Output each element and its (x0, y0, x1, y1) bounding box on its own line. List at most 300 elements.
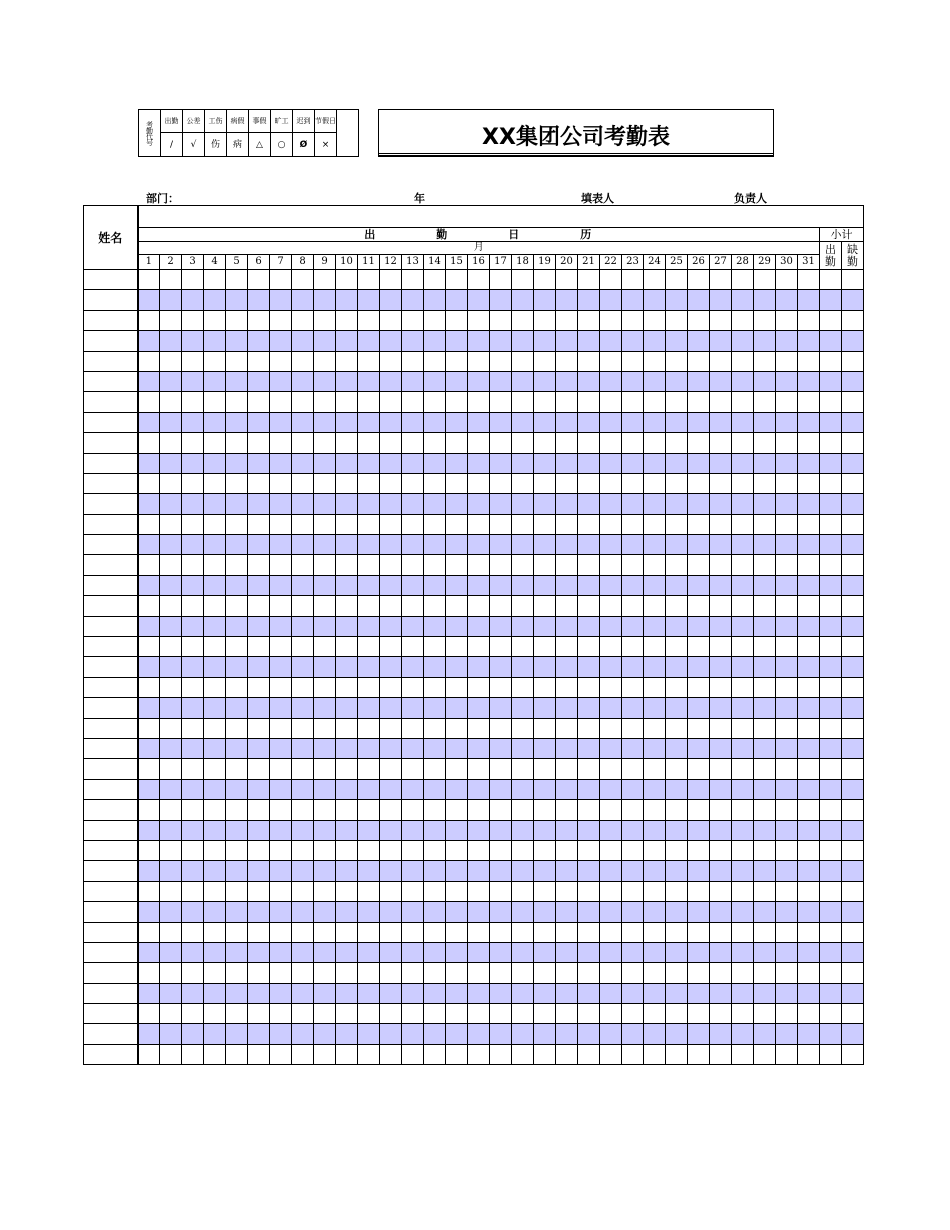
day-cell[interactable] (182, 902, 204, 922)
employee-name-cell[interactable] (84, 820, 138, 840)
day-cell[interactable] (534, 616, 556, 636)
day-cell[interactable] (666, 1024, 688, 1044)
day-cell[interactable] (204, 738, 226, 758)
day-cell[interactable] (578, 473, 600, 493)
day-cell[interactable] (248, 983, 270, 1003)
day-cell[interactable] (402, 840, 424, 860)
day-cell[interactable] (358, 412, 380, 432)
day-cell[interactable] (666, 494, 688, 514)
absent-total-cell[interactable] (842, 963, 864, 983)
day-cell[interactable] (600, 637, 622, 657)
day-cell[interactable] (314, 922, 336, 942)
day-cell[interactable] (732, 433, 754, 453)
present-total-cell[interactable] (820, 331, 842, 351)
day-cell[interactable] (314, 555, 336, 575)
day-cell[interactable] (314, 779, 336, 799)
day-cell[interactable] (160, 637, 182, 657)
day-cell[interactable] (622, 453, 644, 473)
day-cell[interactable] (182, 351, 204, 371)
day-cell[interactable] (534, 351, 556, 371)
day-cell[interactable] (644, 433, 666, 453)
day-cell[interactable] (424, 331, 446, 351)
day-cell[interactable] (512, 1024, 534, 1044)
day-cell[interactable] (226, 433, 248, 453)
day-cell[interactable] (204, 514, 226, 534)
day-cell[interactable] (600, 902, 622, 922)
day-cell[interactable] (138, 881, 160, 901)
day-cell[interactable] (600, 759, 622, 779)
day-cell[interactable] (248, 453, 270, 473)
day-cell[interactable] (666, 637, 688, 657)
day-cell[interactable] (138, 473, 160, 493)
day-cell[interactable] (732, 290, 754, 310)
day-cell[interactable] (182, 392, 204, 412)
day-cell[interactable] (644, 412, 666, 432)
day-cell[interactable] (512, 922, 534, 942)
day-cell[interactable] (402, 963, 424, 983)
day-cell[interactable] (732, 779, 754, 799)
day-cell[interactable] (314, 371, 336, 391)
day-cell[interactable] (534, 1024, 556, 1044)
day-cell[interactable] (754, 310, 776, 330)
day-cell[interactable] (622, 922, 644, 942)
day-cell[interactable] (600, 677, 622, 697)
present-total-cell[interactable] (820, 698, 842, 718)
day-cell[interactable] (666, 270, 688, 290)
day-cell[interactable] (468, 820, 490, 840)
day-cell[interactable] (248, 677, 270, 697)
day-cell[interactable] (204, 902, 226, 922)
day-cell[interactable] (688, 881, 710, 901)
day-cell[interactable] (402, 779, 424, 799)
day-cell[interactable] (512, 453, 534, 473)
day-cell[interactable] (490, 800, 512, 820)
day-cell[interactable] (446, 351, 468, 371)
day-cell[interactable] (622, 698, 644, 718)
day-cell[interactable] (336, 371, 358, 391)
day-cell[interactable] (292, 290, 314, 310)
day-cell[interactable] (512, 718, 534, 738)
day-cell[interactable] (204, 779, 226, 799)
day-cell[interactable] (314, 738, 336, 758)
day-cell[interactable] (314, 392, 336, 412)
day-cell[interactable] (798, 290, 820, 310)
day-cell[interactable] (424, 942, 446, 962)
day-cell[interactable] (402, 433, 424, 453)
day-cell[interactable] (182, 698, 204, 718)
day-cell[interactable] (468, 637, 490, 657)
day-cell[interactable] (666, 1004, 688, 1024)
day-cell[interactable] (534, 1004, 556, 1024)
day-cell[interactable] (380, 1004, 402, 1024)
day-cell[interactable] (600, 331, 622, 351)
day-cell[interactable] (468, 840, 490, 860)
day-cell[interactable] (160, 473, 182, 493)
day-cell[interactable] (314, 473, 336, 493)
day-cell[interactable] (798, 718, 820, 738)
day-cell[interactable] (424, 371, 446, 391)
day-cell[interactable] (424, 270, 446, 290)
day-cell[interactable] (446, 677, 468, 697)
day-cell[interactable] (732, 657, 754, 677)
day-cell[interactable] (644, 800, 666, 820)
day-cell[interactable] (182, 453, 204, 473)
day-cell[interactable] (710, 596, 732, 616)
day-cell[interactable] (446, 575, 468, 595)
day-cell[interactable] (358, 535, 380, 555)
day-cell[interactable] (424, 840, 446, 860)
day-cell[interactable] (732, 820, 754, 840)
day-cell[interactable] (534, 881, 556, 901)
day-cell[interactable] (358, 1024, 380, 1044)
present-total-cell[interactable] (820, 473, 842, 493)
day-cell[interactable] (358, 738, 380, 758)
day-cell[interactable] (776, 433, 798, 453)
day-cell[interactable] (336, 840, 358, 860)
day-cell[interactable] (182, 412, 204, 432)
day-cell[interactable] (468, 596, 490, 616)
day-cell[interactable] (732, 759, 754, 779)
day-cell[interactable] (336, 453, 358, 473)
day-cell[interactable] (578, 718, 600, 738)
day-cell[interactable] (556, 412, 578, 432)
day-cell[interactable] (248, 657, 270, 677)
day-cell[interactable] (468, 779, 490, 799)
day-cell[interactable] (556, 1044, 578, 1064)
absent-total-cell[interactable] (842, 575, 864, 595)
day-cell[interactable] (248, 738, 270, 758)
day-cell[interactable] (292, 453, 314, 473)
day-cell[interactable] (270, 392, 292, 412)
day-cell[interactable] (732, 881, 754, 901)
day-cell[interactable] (776, 331, 798, 351)
day-cell[interactable] (270, 310, 292, 330)
day-cell[interactable] (248, 351, 270, 371)
day-cell[interactable] (446, 820, 468, 840)
absent-total-cell[interactable] (842, 514, 864, 534)
day-cell[interactable] (160, 371, 182, 391)
day-cell[interactable] (468, 738, 490, 758)
day-cell[interactable] (402, 290, 424, 310)
day-cell[interactable] (292, 270, 314, 290)
day-cell[interactable] (380, 738, 402, 758)
day-cell[interactable] (644, 453, 666, 473)
employee-name-cell[interactable] (84, 637, 138, 657)
day-cell[interactable] (556, 963, 578, 983)
day-cell[interactable] (402, 820, 424, 840)
day-cell[interactable] (688, 1024, 710, 1044)
day-cell[interactable] (270, 861, 292, 881)
day-cell[interactable] (754, 392, 776, 412)
day-cell[interactable] (402, 1004, 424, 1024)
day-cell[interactable] (688, 371, 710, 391)
day-cell[interactable] (358, 270, 380, 290)
day-cell[interactable] (468, 453, 490, 473)
day-cell[interactable] (226, 1004, 248, 1024)
absent-total-cell[interactable] (842, 800, 864, 820)
day-cell[interactable] (644, 738, 666, 758)
day-cell[interactable] (380, 270, 402, 290)
day-cell[interactable] (358, 861, 380, 881)
day-cell[interactable] (666, 351, 688, 371)
day-cell[interactable] (248, 514, 270, 534)
day-cell[interactable] (468, 351, 490, 371)
day-cell[interactable] (424, 1024, 446, 1044)
day-cell[interactable] (798, 840, 820, 860)
day-cell[interactable] (732, 718, 754, 738)
absent-total-cell[interactable] (842, 535, 864, 555)
day-cell[interactable] (710, 433, 732, 453)
day-cell[interactable] (578, 1044, 600, 1064)
day-cell[interactable] (644, 922, 666, 942)
day-cell[interactable] (490, 392, 512, 412)
day-cell[interactable] (754, 942, 776, 962)
day-cell[interactable] (358, 779, 380, 799)
day-cell[interactable] (292, 698, 314, 718)
day-cell[interactable] (160, 514, 182, 534)
day-cell[interactable] (688, 718, 710, 738)
present-total-cell[interactable] (820, 535, 842, 555)
day-cell[interactable] (512, 392, 534, 412)
day-cell[interactable] (534, 412, 556, 432)
day-cell[interactable] (622, 738, 644, 758)
day-cell[interactable] (182, 310, 204, 330)
day-cell[interactable] (688, 473, 710, 493)
day-cell[interactable] (138, 861, 160, 881)
day-cell[interactable] (798, 1024, 820, 1044)
employee-name-cell[interactable] (84, 963, 138, 983)
day-cell[interactable] (402, 677, 424, 697)
day-cell[interactable] (446, 310, 468, 330)
day-cell[interactable] (644, 718, 666, 738)
day-cell[interactable] (138, 616, 160, 636)
day-cell[interactable] (776, 473, 798, 493)
day-cell[interactable] (402, 555, 424, 575)
day-cell[interactable] (754, 555, 776, 575)
day-cell[interactable] (556, 575, 578, 595)
day-cell[interactable] (248, 759, 270, 779)
day-cell[interactable] (182, 1024, 204, 1044)
day-cell[interactable] (204, 473, 226, 493)
day-cell[interactable] (204, 922, 226, 942)
day-cell[interactable] (468, 902, 490, 922)
day-cell[interactable] (270, 922, 292, 942)
day-cell[interactable] (710, 514, 732, 534)
day-cell[interactable] (424, 657, 446, 677)
day-cell[interactable] (270, 473, 292, 493)
day-cell[interactable] (226, 473, 248, 493)
employee-name-cell[interactable] (84, 902, 138, 922)
day-cell[interactable] (204, 840, 226, 860)
day-cell[interactable] (622, 310, 644, 330)
day-cell[interactable] (270, 351, 292, 371)
day-cell[interactable] (358, 616, 380, 636)
day-cell[interactable] (336, 433, 358, 453)
day-cell[interactable] (534, 983, 556, 1003)
day-cell[interactable] (732, 616, 754, 636)
day-cell[interactable] (358, 310, 380, 330)
day-cell[interactable] (424, 494, 446, 514)
day-cell[interactable] (358, 433, 380, 453)
day-cell[interactable] (600, 718, 622, 738)
present-total-cell[interactable] (820, 983, 842, 1003)
day-cell[interactable] (402, 983, 424, 1003)
day-cell[interactable] (204, 1044, 226, 1064)
day-cell[interactable] (248, 310, 270, 330)
day-cell[interactable] (666, 371, 688, 391)
day-cell[interactable] (292, 902, 314, 922)
day-cell[interactable] (160, 392, 182, 412)
day-cell[interactable] (622, 351, 644, 371)
day-cell[interactable] (754, 657, 776, 677)
day-cell[interactable] (270, 412, 292, 432)
employee-name-cell[interactable] (84, 779, 138, 799)
present-total-cell[interactable] (820, 881, 842, 901)
day-cell[interactable] (688, 433, 710, 453)
present-total-cell[interactable] (820, 922, 842, 942)
day-cell[interactable] (512, 433, 534, 453)
day-cell[interactable] (424, 902, 446, 922)
day-cell[interactable] (490, 290, 512, 310)
day-cell[interactable] (644, 555, 666, 575)
day-cell[interactable] (248, 575, 270, 595)
day-cell[interactable] (754, 1044, 776, 1064)
day-cell[interactable] (622, 820, 644, 840)
day-cell[interactable] (226, 922, 248, 942)
day-cell[interactable] (512, 738, 534, 758)
day-cell[interactable] (622, 616, 644, 636)
employee-name-cell[interactable] (84, 840, 138, 860)
day-cell[interactable] (270, 800, 292, 820)
day-cell[interactable] (798, 1044, 820, 1064)
day-cell[interactable] (314, 800, 336, 820)
day-cell[interactable] (402, 514, 424, 534)
day-cell[interactable] (160, 616, 182, 636)
day-cell[interactable] (314, 351, 336, 371)
day-cell[interactable] (556, 494, 578, 514)
day-cell[interactable] (776, 392, 798, 412)
absent-total-cell[interactable] (842, 840, 864, 860)
day-cell[interactable] (314, 331, 336, 351)
day-cell[interactable] (270, 881, 292, 901)
day-cell[interactable] (380, 433, 402, 453)
day-cell[interactable] (248, 473, 270, 493)
day-cell[interactable] (204, 412, 226, 432)
day-cell[interactable] (160, 800, 182, 820)
day-cell[interactable] (666, 596, 688, 616)
day-cell[interactable] (512, 963, 534, 983)
day-cell[interactable] (754, 840, 776, 860)
day-cell[interactable] (446, 331, 468, 351)
day-cell[interactable] (578, 800, 600, 820)
employee-name-cell[interactable] (84, 1044, 138, 1064)
day-cell[interactable] (248, 596, 270, 616)
day-cell[interactable] (798, 881, 820, 901)
day-cell[interactable] (666, 616, 688, 636)
day-cell[interactable] (666, 453, 688, 473)
day-cell[interactable] (446, 412, 468, 432)
day-cell[interactable] (402, 351, 424, 371)
day-cell[interactable] (402, 1044, 424, 1064)
day-cell[interactable] (226, 983, 248, 1003)
day-cell[interactable] (204, 331, 226, 351)
day-cell[interactable] (270, 575, 292, 595)
day-cell[interactable] (446, 738, 468, 758)
day-cell[interactable] (292, 331, 314, 351)
day-cell[interactable] (160, 290, 182, 310)
day-cell[interactable] (204, 800, 226, 820)
day-cell[interactable] (776, 963, 798, 983)
day-cell[interactable] (358, 494, 380, 514)
day-cell[interactable] (204, 433, 226, 453)
day-cell[interactable] (622, 575, 644, 595)
day-cell[interactable] (380, 371, 402, 391)
employee-name-cell[interactable] (84, 1024, 138, 1044)
absent-total-cell[interactable] (842, 555, 864, 575)
day-cell[interactable] (138, 1004, 160, 1024)
day-cell[interactable] (270, 331, 292, 351)
day-cell[interactable] (490, 881, 512, 901)
day-cell[interactable] (688, 535, 710, 555)
day-cell[interactable] (776, 575, 798, 595)
day-cell[interactable] (666, 738, 688, 758)
day-cell[interactable] (182, 514, 204, 534)
day-cell[interactable] (622, 861, 644, 881)
day-cell[interactable] (644, 657, 666, 677)
day-cell[interactable] (204, 698, 226, 718)
day-cell[interactable] (468, 392, 490, 412)
day-cell[interactable] (798, 637, 820, 657)
day-cell[interactable] (556, 983, 578, 1003)
day-cell[interactable] (578, 575, 600, 595)
day-cell[interactable] (292, 433, 314, 453)
day-cell[interactable] (556, 800, 578, 820)
day-cell[interactable] (446, 392, 468, 412)
day-cell[interactable] (446, 983, 468, 1003)
day-cell[interactable] (578, 861, 600, 881)
day-cell[interactable] (182, 596, 204, 616)
day-cell[interactable] (270, 453, 292, 473)
day-cell[interactable] (776, 902, 798, 922)
day-cell[interactable] (644, 637, 666, 657)
day-cell[interactable] (292, 718, 314, 738)
day-cell[interactable] (424, 473, 446, 493)
present-total-cell[interactable] (820, 433, 842, 453)
day-cell[interactable] (292, 412, 314, 432)
present-total-cell[interactable] (820, 718, 842, 738)
day-cell[interactable] (666, 942, 688, 962)
employee-name-cell[interactable] (84, 494, 138, 514)
day-cell[interactable] (138, 637, 160, 657)
day-cell[interactable] (358, 473, 380, 493)
day-cell[interactable] (204, 942, 226, 962)
day-cell[interactable] (600, 392, 622, 412)
day-cell[interactable] (600, 820, 622, 840)
day-cell[interactable] (556, 433, 578, 453)
day-cell[interactable] (204, 535, 226, 555)
day-cell[interactable] (204, 290, 226, 310)
day-cell[interactable] (644, 494, 666, 514)
day-cell[interactable] (468, 963, 490, 983)
day-cell[interactable] (182, 616, 204, 636)
day-cell[interactable] (490, 433, 512, 453)
day-cell[interactable] (710, 453, 732, 473)
day-cell[interactable] (358, 575, 380, 595)
day-cell[interactable] (644, 392, 666, 412)
day-cell[interactable] (336, 575, 358, 595)
day-cell[interactable] (380, 392, 402, 412)
day-cell[interactable] (446, 616, 468, 636)
